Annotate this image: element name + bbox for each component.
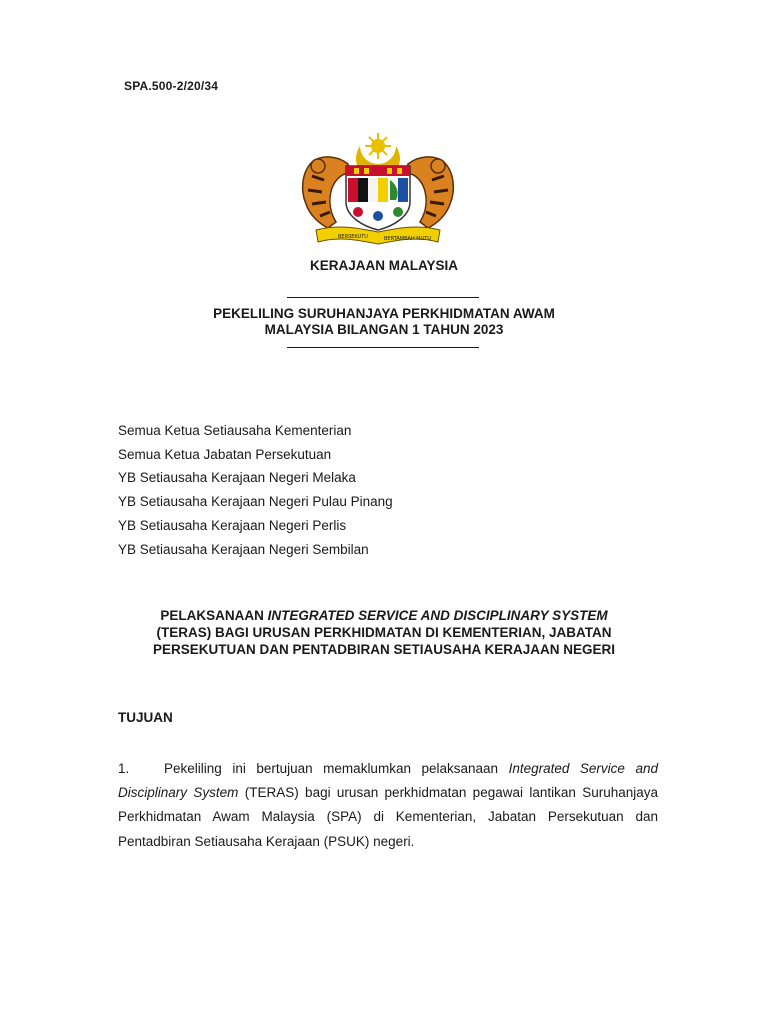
subject-heading (0, 607, 768, 658)
circular-title (0, 306, 768, 338)
subject-italic: INTEGRATED SERVICE AND DISCIPLINARY SYSTEM (267, 608, 608, 623)
subject-line2: (TERAS) BAGI URUSAN PERKHIDMATAN DI KEMENTERIAN, JABATAN (156, 625, 612, 640)
subject-line1: PELAKSANAAN INTEGRATED SERVICE AND DISCIPLINARY SYSTEM (160, 608, 608, 623)
reference-number: SPA.500-2/20/34 (124, 79, 219, 93)
recipient-item: YB Setiausaha Kerajaan Negeri Pulau Pinang (118, 494, 393, 510)
paragraph-1: 1. Pekeliling ini bertujuan memaklumkan pelaksanaan Integrated Service and Disciplinary System (TERAS) bagi urusan perkhidmatan pegawai lantikan Suruhanjaya Perkhidmatan Awam Malaysia (SPA) di Kementerian, Jabatan Persekutuan dan Pentadbiran Setiausaha Kerajaan (PSUK) negeri. (118, 757, 658, 854)
government-heading: KERAJAAN MALAYSIA (309, 258, 459, 273)
recipient-item: Semua Ketua Setiausaha Kementerian (118, 423, 352, 438)
paragraph-number: 1. (118, 761, 130, 776)
recipient-item: YB Setiausaha Kerajaan Negeri Sembilan (118, 541, 369, 557)
title-rule-top (287, 297, 479, 298)
svg-text:BERTAMBAH MUTU: BERTAMBAH MUTU (384, 236, 431, 242)
section-heading: TUJUAN (118, 710, 173, 725)
recipient-list (118, 419, 393, 561)
title-rule-bottom (287, 347, 479, 348)
svg-text:BERSEKUTU: BERSEKUTU (338, 234, 368, 240)
paragraph-italic: Integrated Service and Disciplinary System (118, 761, 658, 801)
recipient-item: YB Setiausaha Kerajaan Negeri Perlis (118, 517, 347, 533)
recipient-item: Semua Ketua Jabatan Persekutuan (118, 446, 332, 462)
malaysia-coat-of-arms-icon (298, 132, 458, 250)
circular-title-line2: MALAYSIA BILANGAN 1 TAHUN 2023 (264, 322, 504, 337)
recipient-item: YB Setiausaha Kerajaan Negeri Melaka (118, 470, 356, 486)
subject-line3: PERSEKUTUAN DAN PENTADBIRAN SETIAUSAHA KERAJAAN NEGERI (152, 642, 616, 657)
circular-title-line1: PEKELILING SURUHANJAYA PERKHIDMATAN AWAM (213, 306, 555, 321)
